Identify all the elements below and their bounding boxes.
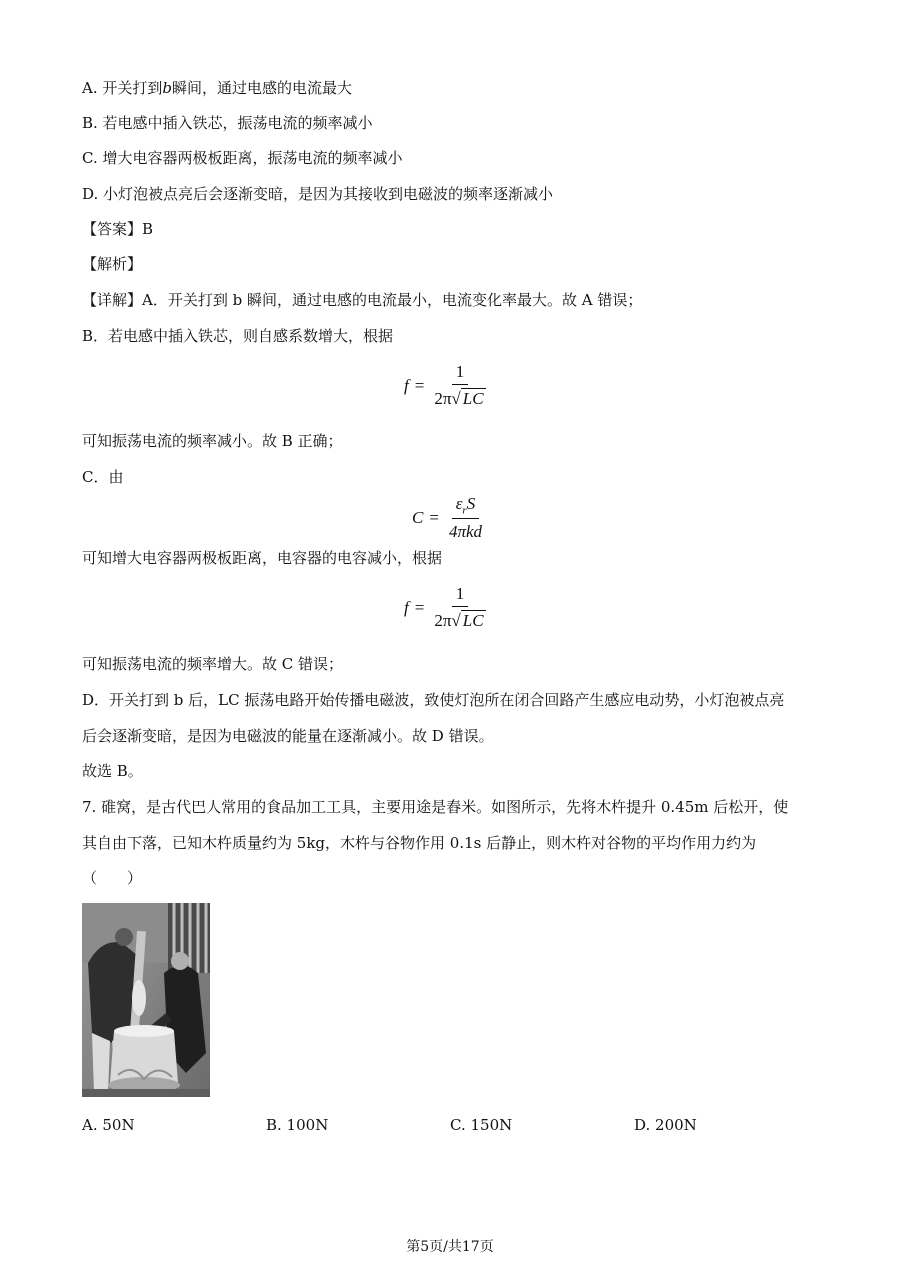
epsilon-symbol: ε: [455, 494, 463, 513]
frequency-formula-1: [404, 362, 490, 409]
question-7-blank: （ ）: [82, 869, 143, 887]
option-a-prefix: A. 开关打到: [82, 79, 163, 97]
question-7-option-b: B. 100N: [266, 1116, 329, 1134]
radicand: LC: [462, 389, 484, 408]
formula-equals: =: [414, 375, 425, 395]
answer-label: 【答案】B: [82, 220, 154, 238]
formula-den-prefix: 2π: [434, 611, 452, 630]
detail-b: B．若电感中插入铁芯，则自感系数增大，根据: [82, 327, 394, 345]
formula-numerator: 1: [452, 584, 469, 607]
radicand: LC: [462, 611, 484, 630]
detail-b-conclusion: 可知振荡电流的频率减小。故 B 正确；: [82, 432, 343, 450]
formula-lhs: C: [412, 508, 424, 528]
sqrt-symbol: [451, 388, 485, 409]
question-7-option-c: C. 150N: [450, 1116, 513, 1134]
detail-d-line2: 后会逐渐变暗，是因为电磁波的能量在逐渐减小。故 D 错误。: [82, 727, 494, 745]
formula-lhs: f: [404, 597, 409, 617]
formula-fraction: [445, 494, 486, 542]
option-a: [82, 78, 352, 98]
detail-a: 【详解】A．开关打到 b 瞬间，通过电感的电流最小，电流变化率最大。故 A 错误；: [82, 291, 643, 309]
detail-c-mid: 可知增大电容器两极板距离，电容器的电容减小，根据: [82, 549, 443, 567]
option-a-suffix: 瞬间，通过电感的电流最大: [171, 79, 352, 97]
question-7-line2: 其自由下落，已知木杵质量约为 5kg，木杵与谷物作用 0.1s 后静止，则木杵对谷物的平均作用力约为: [82, 834, 757, 852]
question-7-option-d: D. 200N: [634, 1116, 697, 1134]
formula-equals: =: [429, 508, 439, 528]
formula-denominator: [430, 607, 489, 631]
formula-fraction: [430, 362, 489, 409]
option-d: D. 小灯泡被点亮后会逐渐变暗，是因为其接收到电磁波的频率逐渐减小: [82, 185, 554, 203]
capacitance-formula: [412, 494, 486, 542]
formula-den-prefix: 2π: [434, 389, 452, 408]
mortar-photo: [82, 903, 210, 1097]
question-7-options: [82, 1115, 822, 1137]
radical-icon: √: [451, 611, 461, 630]
formula-numerator: [452, 494, 479, 519]
option-c: C. 增大电容器两极板距离，振荡电流的频率减小: [82, 149, 403, 167]
question-7-line1: 7. 碓窝，是古代巴人常用的食品加工工具，主要用途是舂米。如图所示，先将木杵提升 0.45m 后松开，使: [82, 798, 789, 816]
detail-c-intro: C．由: [82, 468, 124, 486]
area-symbol: S: [466, 494, 476, 513]
epsilon-subscript: r: [462, 504, 467, 517]
analysis-label: 【解析】: [82, 255, 143, 273]
formula-numerator: 1: [452, 362, 469, 385]
frequency-formula-2: [404, 584, 490, 631]
radical-icon: √: [451, 389, 461, 408]
detail-d-line1: D．开关打到 b 后，LC 振荡电路开始传播电磁波，致使灯泡所在闭合回路产生感应电动势，小灯泡被点亮: [82, 691, 785, 709]
formula-lhs: f: [404, 375, 409, 395]
detail-c-conclusion: 可知振荡电流的频率增大。故 C 错误；: [82, 655, 344, 673]
sqrt-symbol: [451, 610, 485, 631]
formula-fraction: [430, 584, 489, 631]
option-a-var: b: [162, 79, 172, 97]
option-b: B. 若电感中插入铁芯，振荡电流的频率减小: [82, 114, 373, 132]
question-7-option-a: A. 50N: [82, 1116, 135, 1134]
formula-denominator: 4πkd: [448, 522, 482, 542]
page-footer: 第5页/共17页: [406, 1239, 494, 1255]
formula-denominator: [430, 385, 489, 409]
detail-choose: 故选 B。: [82, 762, 143, 780]
formula-equals: =: [414, 597, 425, 617]
